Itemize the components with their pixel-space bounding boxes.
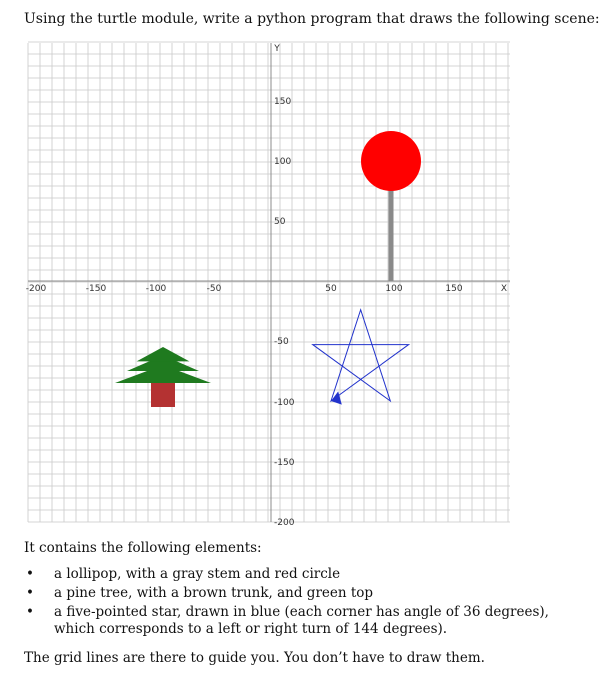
turtle-scene-figure xyxy=(24,38,514,528)
y-tick-label: 50 xyxy=(274,217,286,227)
y-tick-label: -100 xyxy=(274,398,295,408)
grid-note: The grid lines are there to guide you. You don’t have to draw them. xyxy=(24,650,485,666)
y-tick-label: -200 xyxy=(274,518,295,528)
x-tick-label: -200 xyxy=(25,284,47,294)
list-item: • a five-pointed star, drawn in blue (each corner has angle of 36 degrees), which corresponds to a left or right turn of 144 degrees). xyxy=(24,604,584,638)
y-axis-label: Y xyxy=(274,44,280,54)
list-item: • a lollipop, with a gray stem and red circle xyxy=(24,566,584,583)
y-tick-label: -50 xyxy=(274,337,289,347)
tree-trunk xyxy=(151,383,175,407)
x-axis-label: X xyxy=(500,284,508,294)
star-outline xyxy=(313,310,409,401)
y-tick-label: 150 xyxy=(274,97,292,107)
y-tick-label: 100 xyxy=(274,157,292,167)
list-item: • a pine tree, with a brown trunk, and green top xyxy=(24,585,584,602)
elements-list xyxy=(24,566,584,640)
pine-tree xyxy=(115,347,211,407)
x-tick-label: -150 xyxy=(85,284,107,294)
x-tick-label: -100 xyxy=(145,284,167,294)
x-tick-label: -50 xyxy=(206,284,222,294)
instruction-text: Using the turtle module, write a python program that draws the following scene: xyxy=(24,11,600,27)
x-tick-label: 100 xyxy=(385,284,403,294)
tick-labels xyxy=(26,44,507,528)
y-tick-label: -150 xyxy=(274,458,295,468)
elements-heading: It contains the following elements: xyxy=(24,540,262,556)
x-tick-label: 150 xyxy=(445,284,463,294)
lollipop-circle xyxy=(361,131,421,191)
x-tick-label: 50 xyxy=(325,284,337,294)
